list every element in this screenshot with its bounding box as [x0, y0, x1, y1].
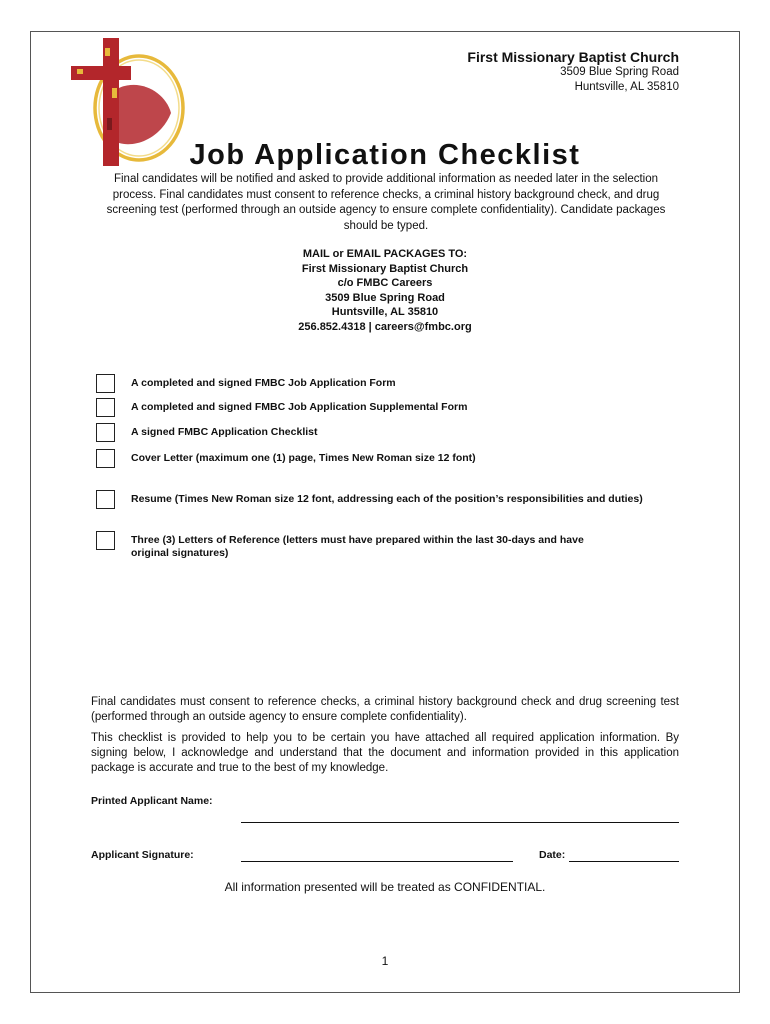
- printed-name-line[interactable]: [241, 822, 679, 823]
- mail-heading: MAIL or EMAIL PACKAGES TO:: [302, 248, 468, 260]
- church-address-line2: Huntsville, AL 35810: [574, 81, 679, 93]
- church-name: First Missionary Baptist Church: [467, 49, 679, 65]
- checklist-item-label: A completed and signed FMBC Job Application Form: [131, 377, 396, 389]
- page-number: 1: [381, 954, 389, 968]
- church-header: [467, 49, 679, 95]
- checklist-item: [96, 490, 691, 509]
- printed-name-label: Printed Applicant Name:: [91, 795, 213, 807]
- checklist-item-label: Three (3) Letters of Reference (letters must have prepared within the last 30-days and have original signatures): [131, 534, 584, 559]
- mail-street: 3509 Blue Spring Road: [325, 291, 445, 304]
- checklist-checkbox[interactable]: [96, 423, 115, 442]
- checklist-item: [96, 398, 691, 417]
- date-line[interactable]: [569, 861, 679, 862]
- checklist-checkbox[interactable]: [96, 531, 115, 550]
- checklist-item: [96, 423, 691, 442]
- signature-line[interactable]: [241, 861, 513, 862]
- acknowledge-paragraph: This checklist is provided to help you to be certain you have attached all required application information. By signing below, I acknowledge and understand that the document and information provided in this application package is accurate and true to the best of my knowledge.: [91, 732, 679, 774]
- checklist-item-label: Cover Letter (maximum one (1) page, Times New Roman size 12 font): [131, 452, 476, 464]
- mail-city: Huntsville, AL 35810: [331, 306, 439, 319]
- checklist-item-label: Resume (Times New Roman size 12 font, addressing each of the position’s responsibilities and duties): [131, 493, 643, 505]
- checklist-checkbox[interactable]: [96, 490, 115, 509]
- checklist-item-label: A completed and signed FMBC Job Application Supplemental Form: [131, 401, 468, 413]
- mail-contact: 256.852.4318 | careers@fmbc.org: [298, 320, 472, 333]
- checklist-item: [96, 531, 611, 560]
- page-title: Job Application Checklist: [189, 139, 581, 171]
- intro-paragraph: Final candidates will be notified and asked to provide additional information as needed later in the selection process. Final candidates must consent to reference checks, a criminal history background check, and drug screening test (performed through an outside agency to ensure complete confidentiality). Candidate packages should be typed.: [106, 173, 666, 232]
- checklist-item-label: A signed FMBC Application Checklist: [131, 426, 318, 438]
- consent-paragraph: Final candidates must consent to reference checks, a criminal history background check and drug screening test (performed through an outside agency to ensure complete confidentiality).: [91, 696, 679, 723]
- mail-block: [31, 247, 739, 335]
- checklist-item: [96, 374, 691, 393]
- confidential-note: All information presented will be treated as CONFIDENTIAL.: [224, 880, 546, 894]
- date-label: Date:: [539, 849, 566, 861]
- checklist-checkbox[interactable]: [96, 374, 115, 393]
- checklist-checkbox[interactable]: [96, 449, 115, 468]
- checklist-checkbox[interactable]: [96, 398, 115, 417]
- signature-label: Applicant Signature:: [91, 849, 194, 861]
- checklist-item: [96, 449, 691, 468]
- mail-care-of: c/o FMBC Careers: [337, 277, 433, 290]
- church-address-line1: 3509 Blue Spring Road: [560, 66, 679, 78]
- document-page: [30, 31, 740, 993]
- mail-name: First Missionary Baptist Church: [301, 262, 469, 275]
